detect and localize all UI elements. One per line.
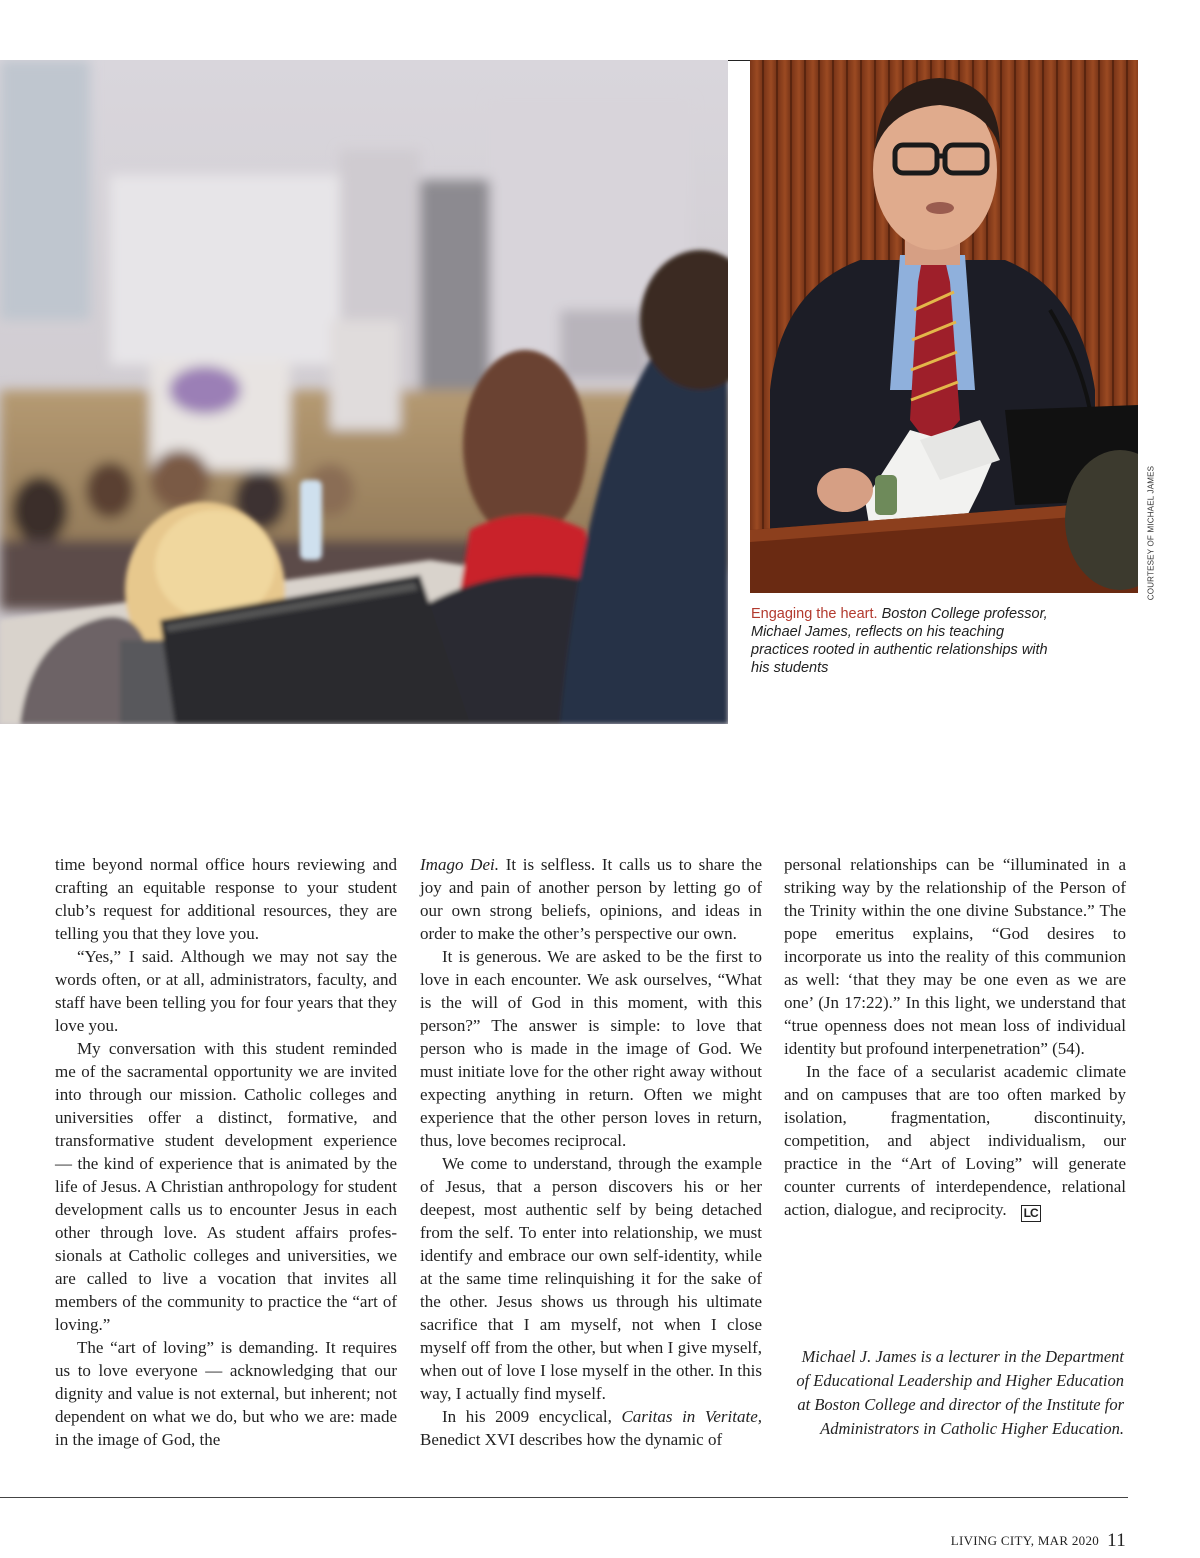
caption-lead: Engaging the heart.: [751, 606, 878, 622]
speaker-illustration: [750, 60, 1138, 593]
page-footer: [951, 1530, 1126, 1552]
photo-caption: [751, 605, 1051, 677]
paragraph: “Yes,” I said. Although we may not say the words often, or at all, administrators, faculty, and staff have been telling you for four years that they love you.: [55, 947, 397, 1035]
speaker-at-podium-photo: [750, 60, 1138, 593]
photo-credit-text: COURTESEY OF MICHAEL JAMES: [1146, 465, 1156, 600]
photo-credit: [1145, 465, 1157, 600]
lecture-hall-illustration: [0, 60, 728, 724]
page-number: 11: [1107, 1530, 1126, 1551]
paragraph-text: In his 2009 encyclical,: [442, 1407, 622, 1426]
caption-body: Boston College professor, Michael James, reflects on his teaching practices rooted in authentic relationships with his students: [751, 606, 1048, 676]
author-bio: Michael J. James is a lecturer in the Department of Educational Leadership and Higher Education at Boston College and director of the Institute for Administrators in Catholic Higher Education.: [796, 1347, 1124, 1438]
latin-term: Imago Dei.: [420, 855, 499, 874]
paragraph: [420, 1405, 762, 1451]
paragraph: [784, 1060, 1126, 1222]
paragraph-text: It is selfless. It calls us to share the joy and pain of another person by letting go of our own strong beliefs, opinions, and ideas in order to make the other’s perspective our own.: [420, 855, 763, 943]
paragraph: We come to understand, through the example of Jesus, that a person discovers his or her deepest, most authentic self by being detached from the self. To enter into relationship, we must identify and embrace our own self-identity, while at the same time relinquishing it for the sake of the other. Jesus shows us through his ultimate sacrifice that I am myself, not when I close myself off from the other, but when I give myself, when out of love I lose myself in the other. In this way, I actually find myself.: [420, 1154, 762, 1403]
paragraph: personal relationships can be “illuminated in a striking way by the relationship of the Person of the Trinity within the one divine Substance.” The pope emeritus explains, “God desires to incorporate us into the reality of this communion as well: ‘that they may be one even as we are one’ (Jn 17:22).” In this light, we understand that “true openness does not mean loss of individual identity but profound interpenetration” (54).: [784, 855, 1126, 1058]
paragraph-text: Benedict XVI describes how the dynamic of: [420, 1430, 723, 1449]
lecture-hall-photo: [0, 60, 728, 724]
paragraph: time beyond normal office hours reviewing and crafting an equitable response to your student club’s request for additional resources, they are telling you that they love you.: [55, 855, 397, 943]
paragraph: It is generous. We are asked to be the first to love in each encounter. We ask ourselves, “What is the will of God in this moment, with this person?” The answer is simple: to love that person who is made in the image of God. We must initiate love for the other right away without expecting anything in return. Often we might experience that the other person loves in return, thus, love becomes reciprocal.: [420, 947, 762, 1150]
text-column-1: [55, 853, 397, 1451]
paragraph: [420, 853, 762, 945]
paragraph: My conversation with this student reminded me of the sacramental opportunity we are invited into through our mission. Catholic colleges and universities offer a distinct, formative, and transformative student development experience — the kind of experience that is animated by the life of Jesus. A Christian anthropology for student development calls us to encounter Jesus in each other through love. As student affairs professionals at Catholic colleges and universities, we are called to live a vocation that invites all members of the community to practice the “art of loving.”: [55, 1039, 397, 1334]
text-column-3: [784, 853, 1126, 1222]
paragraph-text: In the face of a secularist academic climate and on campuses that are too often marked by isolation, fragmentation, discontinuity, competition, and abject individualism, our practice in the “Art of Loving” will generate counter currents of interdependence, relational action, dialogue, and reciprocity.: [784, 1062, 1126, 1219]
footer-rule: [0, 1497, 1128, 1498]
paragraph: The “art of loving” is demanding. It requires us to love everyone — acknowledging that our dignity and value is not external, but inherent; not dependent on what we do, but who we are: made in the image of God, the: [55, 1338, 397, 1449]
end-of-article-mark: LC: [1021, 1205, 1041, 1222]
photo-divider-rule: [728, 60, 750, 61]
encyclical-title: Caritas in Veritate,: [621, 1407, 762, 1426]
publication-name: LIVING CITY, MAR 2020: [950, 1533, 1100, 1548]
text-column-2: [420, 853, 762, 1451]
